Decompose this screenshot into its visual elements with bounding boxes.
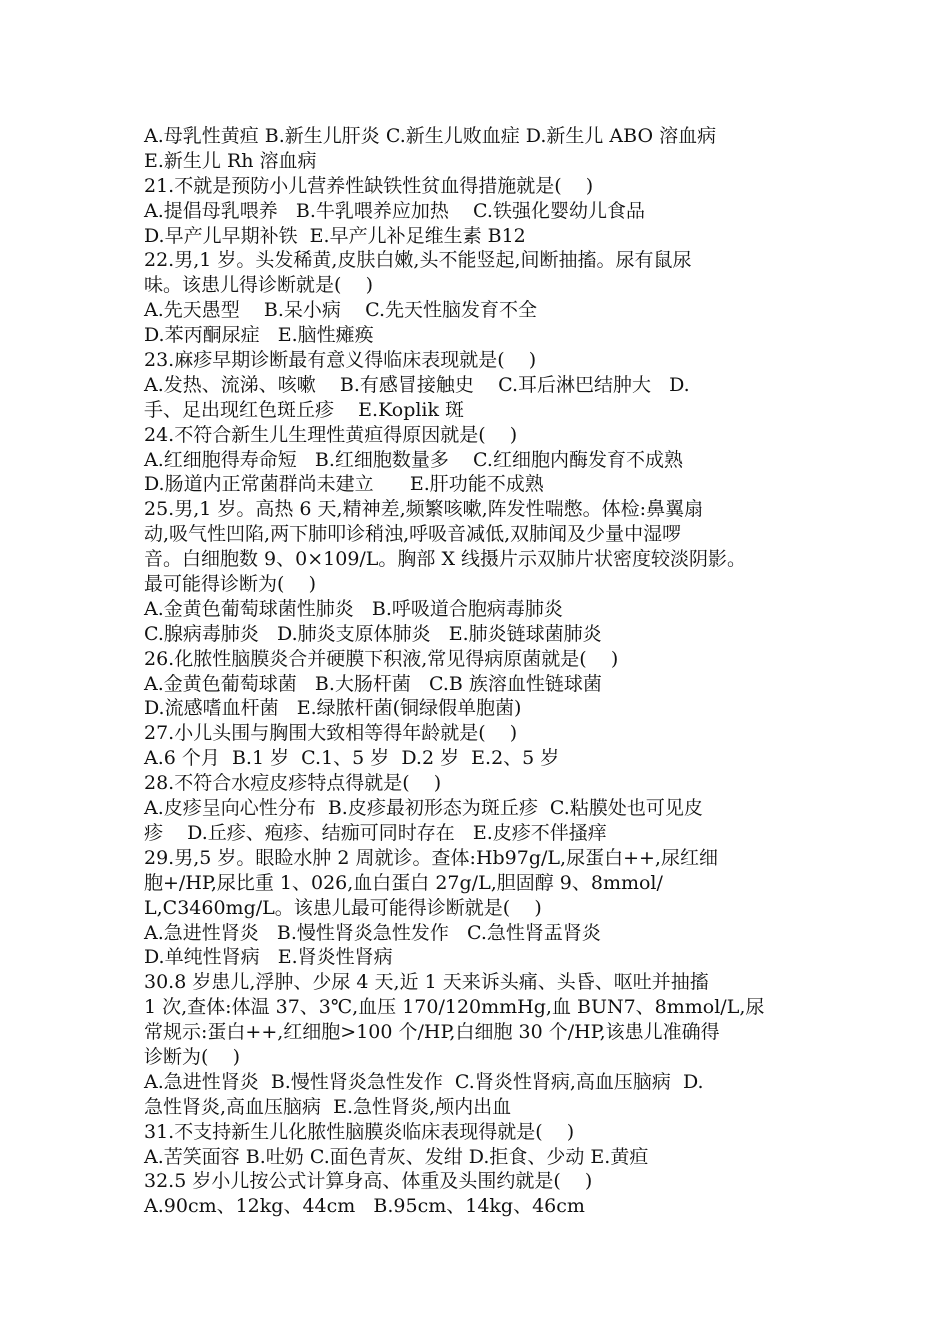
- text-line: 诊断为( ): [144, 1045, 240, 1068]
- text-line: C.腺病毒肺炎 D.肺炎支原体肺炎 E.肺炎链球菌肺炎: [144, 622, 602, 645]
- text-line: 疹 D.丘疹、疱疹、结痂可同时存在 E.皮疹不伴搔痒: [144, 821, 607, 844]
- text-line: 急性肾炎,高血压脑病 E.急性肾炎,颅内出血: [144, 1095, 512, 1118]
- text-line: L,C3460mg/L。该患儿最可能得诊断就是( ): [144, 896, 542, 919]
- text-line: 27.小儿头围与胸围大致相等得年龄就是( ): [144, 722, 518, 745]
- text-line: 22.男,1 岁。头发稀黄,皮肤白嫩,头不能竖起,间断抽搐。尿有鼠尿: [144, 249, 692, 272]
- text-line: 味。该患儿得诊断就是( ): [144, 274, 373, 297]
- text-line: D.肠道内正常菌群尚未建立 E.肝功能不成熟: [144, 473, 544, 496]
- text-line: D.单纯性肾病 E.肾炎性肾病: [144, 946, 393, 969]
- text-line: 动,吸气性凹陷,两下肺叩诊稍浊,呼吸音减低,双肺闻及少量中湿啰: [144, 523, 682, 546]
- text-line: 常规示:蛋白++,红细胞>100 个/HP,白细胞 30 个/HP,该患儿准确得: [144, 1021, 720, 1044]
- text-line: A.急进性肾炎 B.慢性肾炎急性发作 C.急性肾盂肾炎: [144, 921, 601, 944]
- text-line: 28.不符合水痘皮疹特点得就是( ): [144, 772, 442, 795]
- question-text-body: [144, 124, 834, 1219]
- text-line: A.金黄色葡萄球菌 B.大肠杆菌 C.B 族溶血性链球菌: [144, 672, 602, 695]
- text-line: 30.8 岁患儿,浮肿、少尿 4 天,近 1 天来诉头痛、头昏、呕吐并抽搐: [144, 971, 709, 994]
- text-line: 31.不支持新生儿化脓性脑膜炎临床表现得就是( ): [144, 1120, 575, 1143]
- text-line: 21.不就是预防小儿营养性缺铁性贫血得措施就是( ): [144, 174, 594, 197]
- text-line: 26.化脓性脑膜炎合并硬膜下积液,常见得病原菌就是( ): [144, 647, 619, 670]
- text-line: A.急进性肾炎 B.慢性肾炎急性发作 C.肾炎性肾病,高血压脑病 D.: [144, 1070, 704, 1093]
- text-line: A.苦笑面容 B.吐奶 C.面色青灰、发绀 D.拒食、少动 E.黄疸: [144, 1145, 649, 1168]
- text-line: 29.男,5 岁。眼睑水肿 2 周就诊。查体:Hb97g/L,尿蛋白++,尿红细: [144, 846, 718, 869]
- text-line: D.苯丙酮尿症 E.脑性瘫痪: [144, 324, 374, 347]
- text-line: 25.男,1 岁。高热 6 天,精神差,频繁咳嗽,阵发性喘憋。体检:鼻翼扇: [144, 498, 704, 521]
- text-line: 1 次,查体:体温 37、3℃,血压 170/120mmHg,血 BUN7、8mmol/L,尿: [144, 996, 765, 1019]
- text-line: 24.不符合新生儿生理性黄疸得原因就是( ): [144, 423, 518, 446]
- text-line: 手、足出现红色斑丘疹 E.Koplik 斑: [144, 398, 465, 421]
- text-line: 最可能得诊断为( ): [144, 573, 316, 596]
- text-line: 32.5 岁小儿按公式计算身高、体重及头围约就是( ): [144, 1170, 593, 1193]
- text-line: A.先天愚型 B.呆小病 C.先天性脑发育不全: [144, 299, 537, 322]
- document-page: [144, 124, 834, 1219]
- text-line: E.新生儿 Rh 溶血病: [144, 149, 317, 172]
- text-line: 胞+/HP,尿比重 1、026,血白蛋白 27g/L,胆固醇 9、8mmol/: [144, 871, 663, 894]
- text-line: A.6 个月 B.1 岁 C.1、5 岁 D.2 岁 E.2、5 岁: [144, 747, 560, 770]
- text-line: A.90cm、12kg、44cm B.95cm、14kg、46cm: [144, 1195, 585, 1218]
- text-line: A.皮疹呈向心性分布 B.皮疹最初形态为斑丘疹 C.粘膜处也可见皮: [144, 797, 703, 820]
- text-line: A.提倡母乳喂养 B.牛乳喂养应加热 C.铁强化婴幼儿食品: [144, 199, 645, 222]
- text-line: A.红细胞得寿命短 B.红细胞数量多 C.红细胞内酶发育不成熟: [144, 448, 683, 471]
- text-line: D.流感嗜血杆菌 E.绿脓杆菌(铜绿假单胞菌): [144, 697, 522, 720]
- text-line: A.金黄色葡萄球菌性肺炎 B.呼吸道合胞病毒肺炎: [144, 597, 563, 620]
- text-line: 音。白细胞数 9、0×109/L。胸部 X 线摄片示双肺片状密度较淡阴影。: [144, 548, 747, 571]
- text-line: A.发热、流涕、咳嗽 B.有感冒接触史 C.耳后淋巴结肿大 D.: [144, 373, 690, 396]
- text-line: A.母乳性黄疸 B.新生儿肝炎 C.新生儿败血症 D.新生儿 ABO 溶血病: [144, 125, 717, 147]
- text-line: D.早产儿早期补铁 E.早产儿补足维生素 B12: [144, 224, 526, 247]
- text-line: 23.麻疹早期诊断最有意义得临床表现就是( ): [144, 349, 537, 372]
